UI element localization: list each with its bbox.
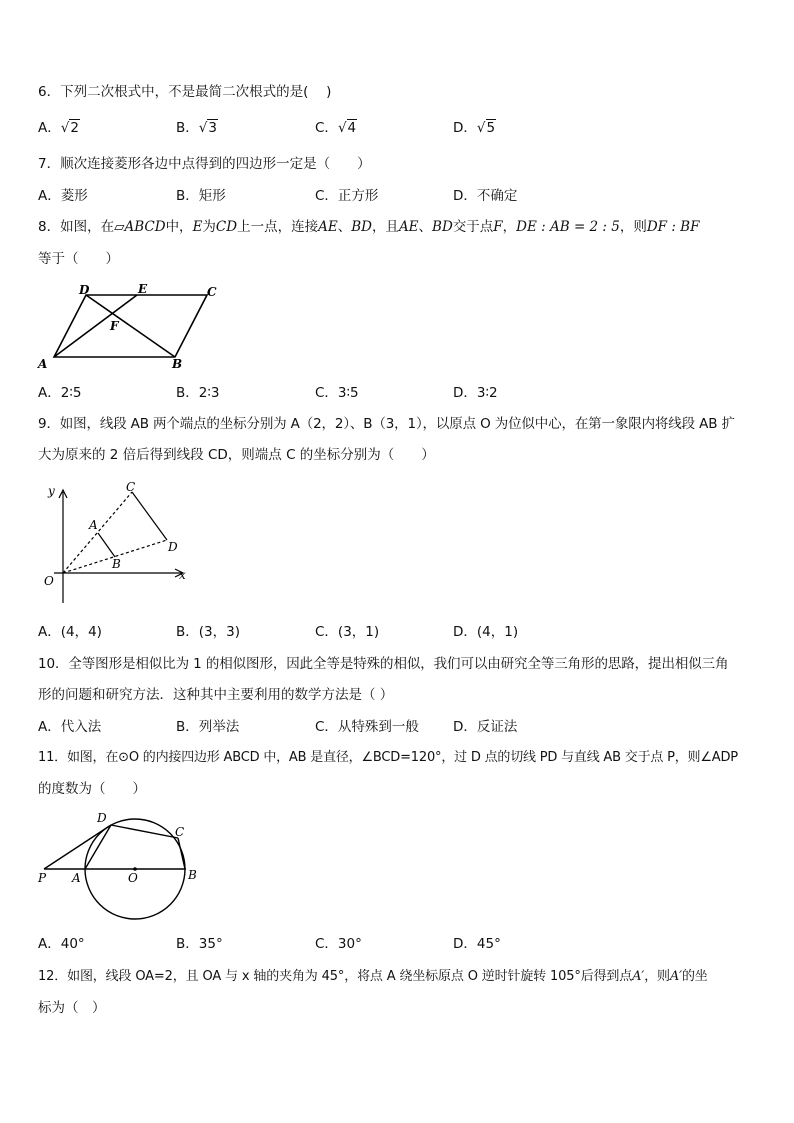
radicand: 2 xyxy=(70,120,79,136)
stem-math: BD xyxy=(351,219,372,235)
point-label-d: D xyxy=(168,540,178,554)
point-label-f: F xyxy=(110,319,119,333)
stem-text: 交于点 xyxy=(452,219,494,235)
q11-circle-figure xyxy=(36,808,202,920)
q6-option-b xyxy=(176,120,218,136)
q9-option-c: C．(3，1) xyxy=(315,624,380,640)
q8-option-b: B．2∶3 xyxy=(176,385,220,401)
stem-math: AE xyxy=(398,219,419,235)
stem-math: A′ xyxy=(632,969,645,984)
sqrt-symbol: √ xyxy=(60,120,70,136)
point-label-b: B xyxy=(112,557,121,571)
center-label-o: O xyxy=(128,871,138,885)
q8-stem-line2: 等于（ ） xyxy=(38,251,119,267)
q7-stem: 7．顺次连接菱形各边中点得到的四边形一定是（ ） xyxy=(38,156,371,172)
q10-option-c: C．从特殊到一般 xyxy=(315,719,419,735)
option-letter: C． xyxy=(315,120,338,136)
q9-option-d: D．(4，1) xyxy=(453,624,519,640)
q11-option-d: D．45° xyxy=(453,936,501,952)
sqrt-symbol: √ xyxy=(476,120,486,136)
stem-math: CD xyxy=(215,219,238,235)
stem-math: F xyxy=(493,219,503,235)
q7-option-b: B．矩形 xyxy=(176,188,226,204)
point-label-a: A xyxy=(72,871,81,885)
stem-math: DE : AB = 2 : 5 xyxy=(516,219,620,235)
point-label-e: E xyxy=(138,282,148,296)
q6-option-d xyxy=(453,120,496,136)
q10-stem-line1: 10．全等图形是相似比为 1 的相似图形，因此全等是特殊的相似，我们可以由研究全等三角形的思路，提出相似三角 xyxy=(38,656,729,672)
stem-text: ， xyxy=(502,219,517,235)
q7-option-d: D．不确定 xyxy=(453,188,518,204)
q7-option-a: A．菱形 xyxy=(38,188,88,204)
option-letter: D． xyxy=(453,120,477,136)
sqrt-symbol: √ xyxy=(337,120,347,136)
point-label-p: P xyxy=(38,871,47,885)
q8-option-d: D．3∶2 xyxy=(453,385,498,401)
point-label-b: B xyxy=(188,868,197,882)
radicand: 4 xyxy=(347,120,357,136)
stem-text: 中， xyxy=(165,219,193,235)
sqrt-symbol: √ xyxy=(198,120,208,136)
q11-option-b: B．35° xyxy=(176,936,223,952)
stem-text: 、 xyxy=(418,219,433,235)
stem-text: ，且 xyxy=(371,219,399,235)
q10-option-b: B．列举法 xyxy=(176,719,240,735)
point-label-c: C xyxy=(175,825,185,839)
stem-math: BD xyxy=(432,219,453,235)
q11-option-c: C．30° xyxy=(315,936,362,952)
vertex-label-c: C xyxy=(207,285,217,299)
stem-math: A′ xyxy=(669,969,682,984)
stem-text: 12．如图，线段 OA=2，且 OA 与 x 轴的夹角为 45°，将点 A 绕坐标原点 O 逆时针旋转 105°后得到点 xyxy=(38,969,633,984)
q12-stem-line2: 标为（ ） xyxy=(38,1000,106,1016)
point-label-d: D xyxy=(97,811,107,825)
q9-coordinate-figure xyxy=(36,478,196,608)
option-letter: A． xyxy=(38,120,61,136)
stem-text: 、 xyxy=(337,219,352,235)
option-letter: B． xyxy=(176,120,199,136)
q10-option-d: D．反证法 xyxy=(453,719,518,735)
point-label-c: C xyxy=(126,480,136,494)
radicand: 5 xyxy=(486,120,496,136)
vertex-label-b: B xyxy=(172,357,183,371)
stem-math: AE xyxy=(318,219,338,235)
point-label-a: A xyxy=(89,518,98,532)
q9-stem-line1: 9．如图，线段 AB 两个端点的坐标分别为 A（2，2）、B（3，1），以原点 O 为位似中心，在第一象限内将线段 AB 扩 xyxy=(38,416,735,432)
stem-text: 上一点，连接 xyxy=(237,219,319,235)
q11-stem-line2: 的度数为（ ） xyxy=(38,781,146,797)
stem-text: ，则 xyxy=(644,969,670,984)
q11-stem-line1: 11．如图，在⊙O 的内接四边形 ABCD 中，AB 是直径，∠BCD=120°，过 D 点的切线 PD 与直线 AB 交于点 P，则∠ADP xyxy=(38,750,738,765)
q8-option-c: C．3∶5 xyxy=(315,385,359,401)
q10-stem-line2: 形的问题和研究方法．这种其中主要利用的数学方法是（ ） xyxy=(38,687,394,703)
vertex-label-d: D xyxy=(79,283,90,297)
q9-option-a: A．(4，4) xyxy=(38,624,102,640)
origin-label-o: O xyxy=(44,574,54,588)
q9-option-b: B．(3，3) xyxy=(176,624,240,640)
q7-option-c: C．正方形 xyxy=(315,188,379,204)
q6-option-c xyxy=(315,120,357,136)
q8-parallelogram-figure xyxy=(34,278,230,374)
stem-math: E xyxy=(192,219,203,235)
stem-text: 为 xyxy=(202,219,216,235)
radicand: 3 xyxy=(208,120,217,136)
axis-label-x: x xyxy=(179,568,186,582)
stem-text: 8．如图，在 xyxy=(38,219,115,235)
q11-option-a: A．40° xyxy=(38,936,85,952)
q8-stem-line1 xyxy=(38,219,699,235)
q8-option-a: A．2∶5 xyxy=(38,385,82,401)
stem-math: ▱ABCD xyxy=(114,219,166,235)
stem-text: 的坐 xyxy=(681,969,708,984)
stem-text: ，则 xyxy=(619,219,647,235)
vertex-label-a: A xyxy=(38,357,48,371)
q6-stem: 6．下列二次根式中，不是最简二次根式的是( ) xyxy=(38,84,332,100)
stem-math: DF : BF xyxy=(646,219,700,235)
q10-option-a: A．代入法 xyxy=(38,719,102,735)
q9-stem-line2: 大为原来的 2 倍后得到线段 CD，则端点 C 的坐标分别为（ ） xyxy=(38,447,435,463)
q6-option-a xyxy=(38,120,80,136)
axis-label-y: y xyxy=(48,484,55,498)
q12-stem-line1 xyxy=(38,969,708,985)
